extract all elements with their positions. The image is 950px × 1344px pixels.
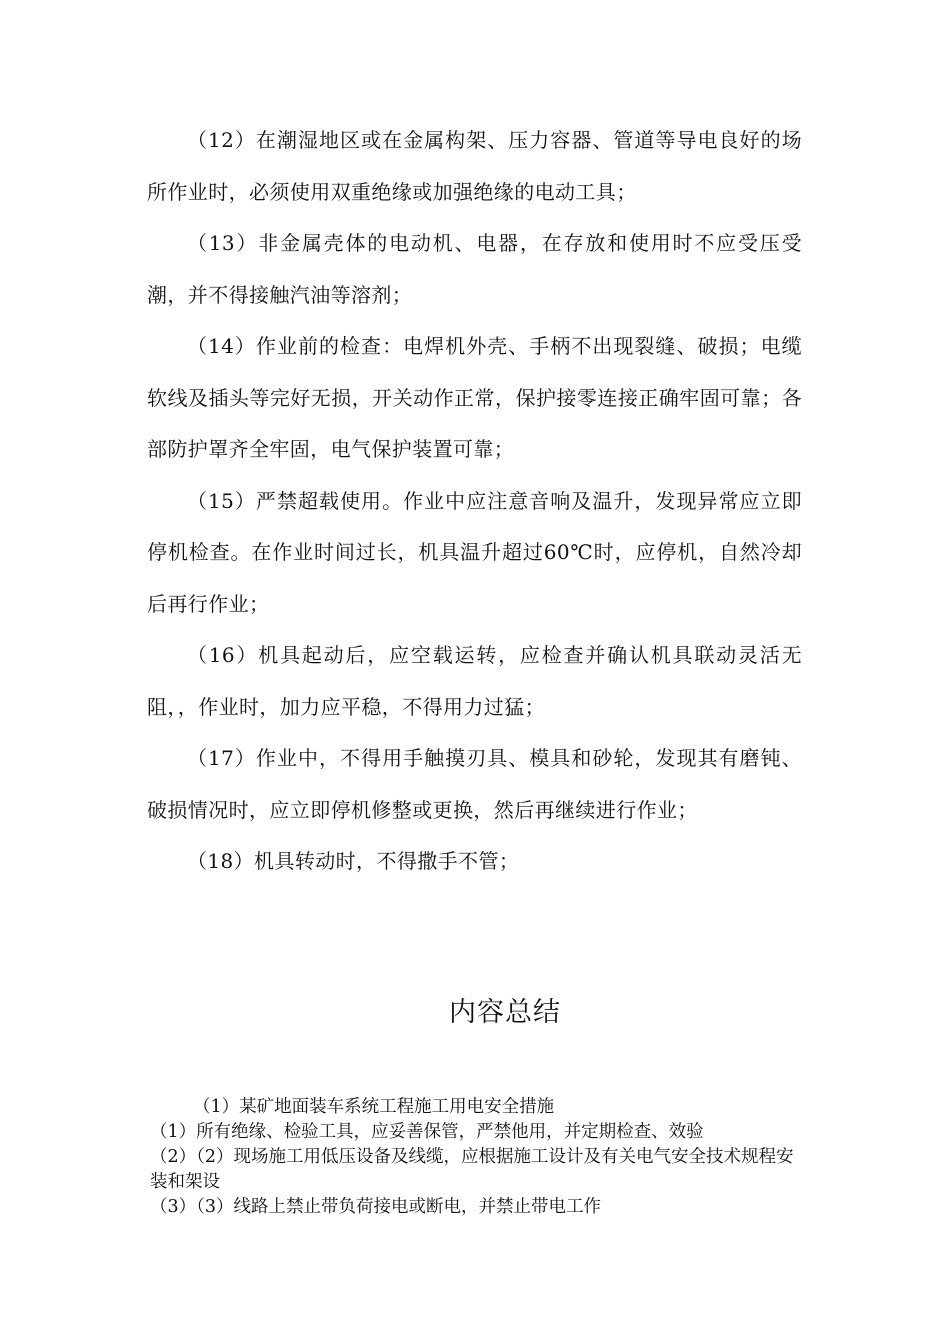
paragraph-18: （18）机具转动时，不得撒手不管； bbox=[187, 849, 520, 873]
paragraph-17: （17）作业中，不得用手触摸刃具、模具和砂轮，发现其有磨钝、破损情况时，应立即停机修整或更换，然后再继续进行作业； bbox=[147, 746, 802, 822]
paragraph-16: （16）机具起动后，应空载运转，应检查并确认机具联动灵活无阻，，作业时，加力应平稳，不得用力过猛； bbox=[147, 643, 802, 719]
paragraph-12: （12）在潮湿地区或在金属构架、压力容器、管道等导电良好的场所作业时，必须使用双重绝缘或加强绝缘的电动工具； bbox=[147, 128, 802, 204]
summary-title: 内容总结 bbox=[449, 997, 561, 1028]
body-text bbox=[147, 115, 802, 888]
paragraph-15: （15）严禁超载使用。作业中应注意音响及温升，发现异常应立即停机检查。在作业时间过长，机具温升超过60℃时，应停机，自然冷却后再行作业； bbox=[147, 488, 802, 616]
paragraph-14: （14）作业前的检查：电焊机外壳、手柄不出现裂缝、破损；电缆软线及插头等完好无损，开关动作正常，保护接零连接正确牢固可靠；各部防护罩齐全牢固，电气保护装置可靠； bbox=[147, 334, 802, 461]
paragraph-13: （13）非金属壳体的电动机、电器，在存放和使用时不应受压受潮，并不得接触汽油等溶剂； bbox=[147, 231, 802, 307]
summary-line: （1）某矿地面装车系统工程施工用电安全措施 bbox=[193, 1097, 555, 1117]
summary-section bbox=[150, 1095, 808, 1220]
summary-line: （2）（2）现场施工用低压设备及线缆，应根据施工设计及有关电气安全技术规程安装和架设 bbox=[150, 1147, 794, 1192]
summary-line: （1）所有绝缘、检验工具，应妥善保管，严禁他用，并定期检查、效验 bbox=[150, 1122, 704, 1142]
summary-line: （3）（3）线路上禁止带负荷接电或断电，并禁止带电工作 bbox=[150, 1197, 602, 1217]
